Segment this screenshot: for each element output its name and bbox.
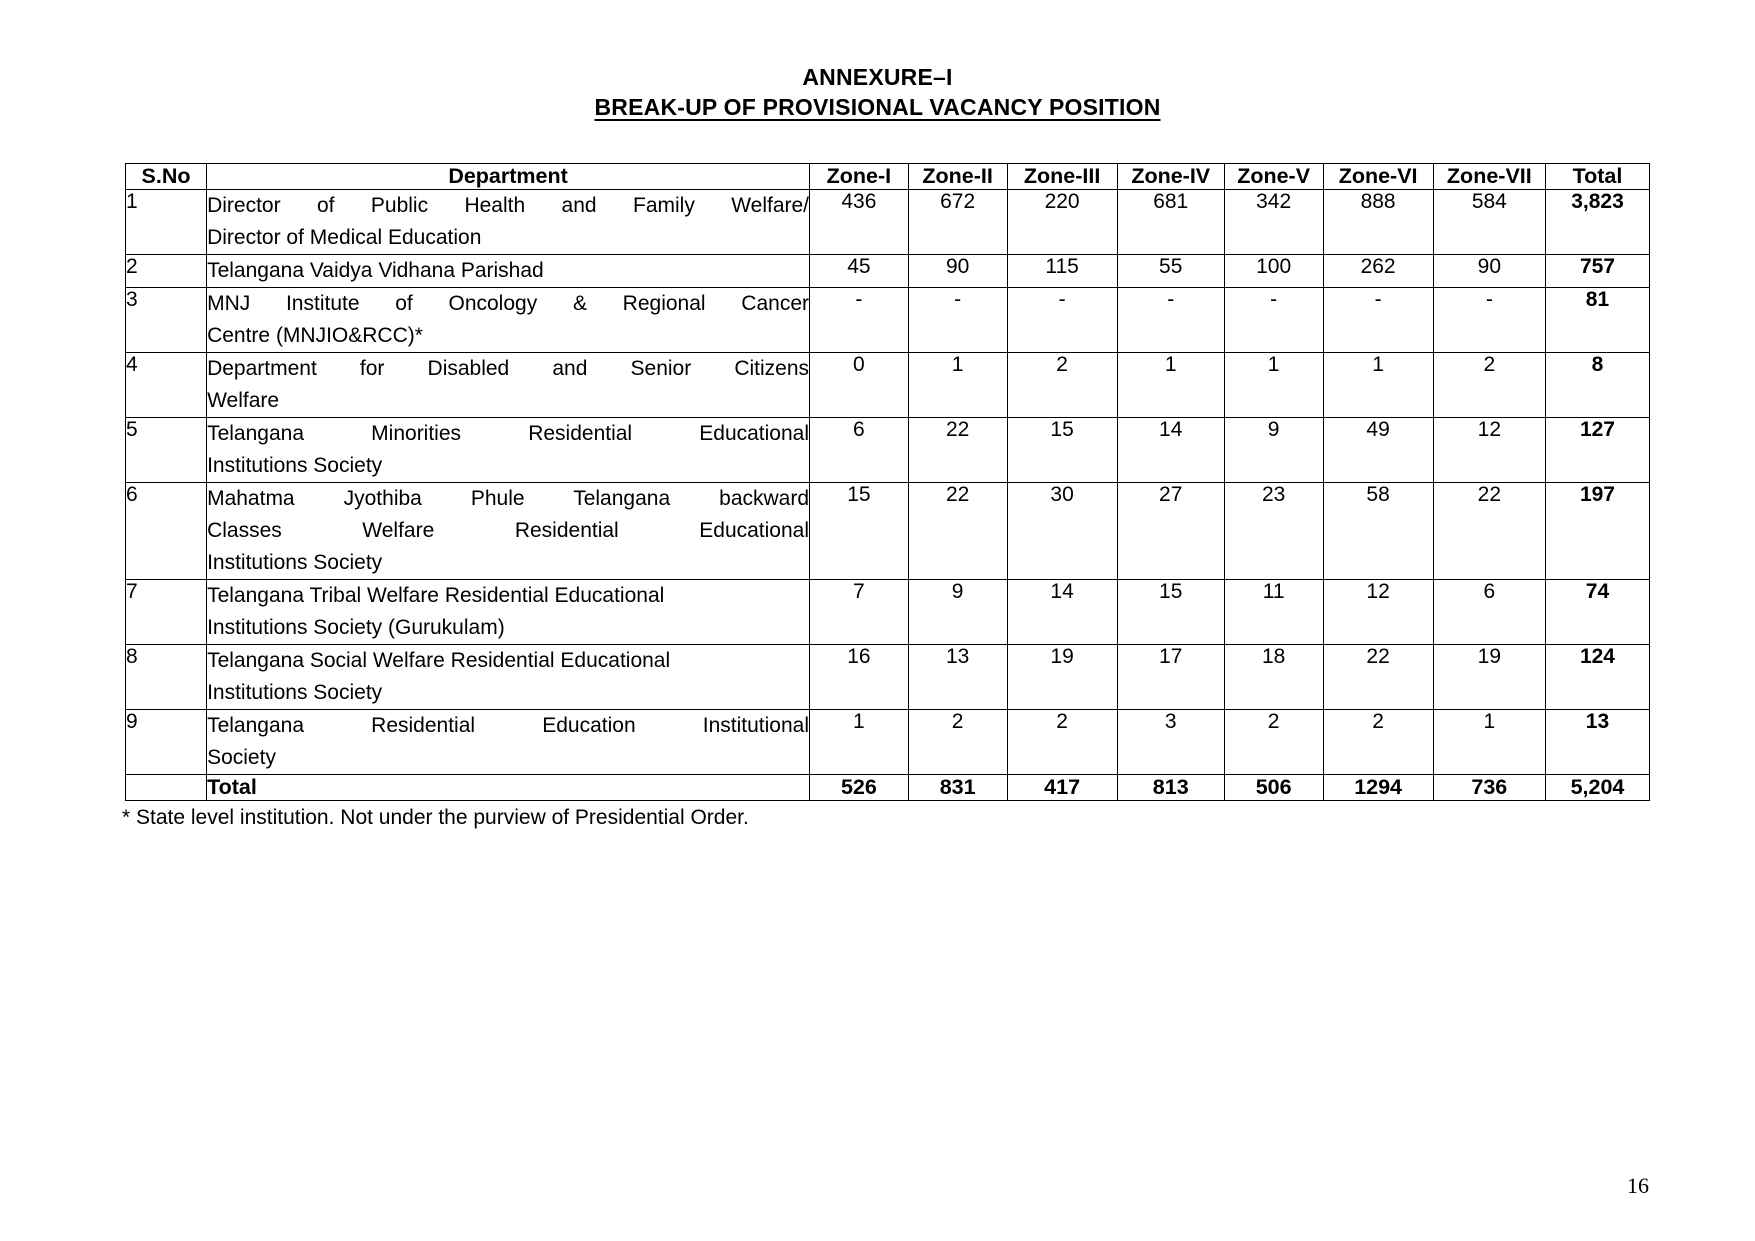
- page-number: 16: [1627, 1173, 1649, 1198]
- column-header-zone-4: Zone-IV: [1117, 164, 1224, 190]
- row-zone-7: 19: [1433, 645, 1545, 710]
- row-sno: 7: [126, 580, 207, 645]
- department-line: Telangana Social Welfare Residential Educational: [207, 649, 671, 672]
- department-line: MNJ Institute of Oncology & Regional Cancer: [207, 292, 810, 315]
- department-line: Director of Public Health and Family Welfare/: [207, 194, 810, 217]
- row-zone-7: 90: [1433, 255, 1545, 288]
- row-zone-3: 15: [1007, 418, 1117, 483]
- department-line: Telangana Tribal Welfare Residential Educational: [207, 584, 665, 607]
- column-header-sno: S.No: [126, 164, 207, 190]
- row-zone-7: 584: [1433, 190, 1545, 255]
- row-sno: 2: [126, 255, 207, 288]
- row-zone-5: 342: [1224, 190, 1323, 255]
- row-zone-3: 2: [1007, 710, 1117, 775]
- row-total: 197: [1545, 483, 1649, 580]
- row-department: [207, 255, 810, 288]
- row-zone-5: 18: [1224, 645, 1323, 710]
- row-zone-1: 436: [810, 190, 909, 255]
- row-zone-2: 22: [908, 483, 1007, 580]
- department-line: Institutions Society: [207, 681, 383, 704]
- row-department: [207, 710, 810, 775]
- row-zone-3: 220: [1007, 190, 1117, 255]
- table-row: [126, 255, 1650, 288]
- row-zone-3: -: [1007, 288, 1117, 353]
- row-sno: 6: [126, 483, 207, 580]
- row-zone-1: 16: [810, 645, 909, 710]
- row-zone-5: 23: [1224, 483, 1323, 580]
- row-zone-5: 9: [1224, 418, 1323, 483]
- row-zone-5: 2: [1224, 710, 1323, 775]
- column-header-zone-6: Zone-VI: [1323, 164, 1433, 190]
- row-zone-2: 9: [908, 580, 1007, 645]
- row-zone-3: 115: [1007, 255, 1117, 288]
- row-sno: 8: [126, 645, 207, 710]
- row-total: 127: [1545, 418, 1649, 483]
- row-zone-6: 12: [1323, 580, 1433, 645]
- total-grand: 5,204: [1545, 775, 1649, 801]
- column-header-department: Department: [207, 164, 810, 190]
- row-total: 124: [1545, 645, 1649, 710]
- table-row: [126, 288, 1650, 353]
- row-zone-6: 2: [1323, 710, 1433, 775]
- department-line: Telangana Residential Education Institutional: [207, 714, 810, 737]
- column-header-zone-3: Zone-III: [1007, 164, 1117, 190]
- table-row: [126, 580, 1650, 645]
- footnote: * State level institution. Not under the purview of Presidential Order.: [122, 806, 749, 829]
- column-header-total: Total: [1545, 164, 1649, 190]
- table-row: [126, 353, 1650, 418]
- row-zone-6: 22: [1323, 645, 1433, 710]
- row-zone-7: 12: [1433, 418, 1545, 483]
- total-row-label: Total: [207, 775, 810, 801]
- row-zone-5: 100: [1224, 255, 1323, 288]
- row-zone-7: 6: [1433, 580, 1545, 645]
- column-header-zone-7: Zone-VII: [1433, 164, 1545, 190]
- row-department: [207, 353, 810, 418]
- column-header-zone-5: Zone-V: [1224, 164, 1323, 190]
- department-line: Telangana Vaidya Vidhana Parishad: [207, 259, 544, 282]
- table-row: [126, 483, 1650, 580]
- row-zone-1: 1: [810, 710, 909, 775]
- row-zone-3: 14: [1007, 580, 1117, 645]
- table-header-row: [126, 164, 1650, 190]
- total-zone-4: 813: [1117, 775, 1224, 801]
- vacancy-table: [125, 163, 1650, 801]
- row-zone-4: 14: [1117, 418, 1224, 483]
- department-line: Director of Medical Education: [207, 226, 482, 249]
- row-total: 3,823: [1545, 190, 1649, 255]
- department-line: Institutions Society: [207, 551, 383, 574]
- row-zone-4: 15: [1117, 580, 1224, 645]
- document-title-block: [0, 62, 1755, 122]
- row-sno: 5: [126, 418, 207, 483]
- column-header-zone-1: Zone-I: [810, 164, 909, 190]
- row-zone-2: 672: [908, 190, 1007, 255]
- table-row: [126, 190, 1650, 255]
- row-department: [207, 645, 810, 710]
- row-zone-4: 27: [1117, 483, 1224, 580]
- row-zone-2: 90: [908, 255, 1007, 288]
- row-zone-1: 15: [810, 483, 909, 580]
- row-zone-6: 1: [1323, 353, 1433, 418]
- row-zone-6: 49: [1323, 418, 1433, 483]
- total-zone-2: 831: [908, 775, 1007, 801]
- row-zone-3: 30: [1007, 483, 1117, 580]
- row-zone-2: 2: [908, 710, 1007, 775]
- table-row: [126, 645, 1650, 710]
- row-sno: 9: [126, 710, 207, 775]
- annexure-label: ANNEXURE–I: [802, 64, 953, 90]
- row-total: 13: [1545, 710, 1649, 775]
- row-department: [207, 288, 810, 353]
- row-zone-2: 1: [908, 353, 1007, 418]
- column-header-zone-2: Zone-II: [908, 164, 1007, 190]
- row-zone-7: 1: [1433, 710, 1545, 775]
- vacancy-table-wrapper: [125, 163, 1650, 801]
- row-zone-6: 58: [1323, 483, 1433, 580]
- department-line: Department for Disabled and Senior Citizens: [207, 357, 810, 380]
- row-zone-4: 681: [1117, 190, 1224, 255]
- total-zone-3: 417: [1007, 775, 1117, 801]
- row-zone-4: 55: [1117, 255, 1224, 288]
- row-sno: 3: [126, 288, 207, 353]
- department-line: Classes Welfare Residential Educational: [207, 519, 810, 542]
- row-zone-2: 13: [908, 645, 1007, 710]
- row-total: 8: [1545, 353, 1649, 418]
- row-zone-7: 2: [1433, 353, 1545, 418]
- row-zone-3: 19: [1007, 645, 1117, 710]
- row-zone-2: 22: [908, 418, 1007, 483]
- total-zone-1: 526: [810, 775, 909, 801]
- row-zone-2: -: [908, 288, 1007, 353]
- department-line: Welfare: [207, 389, 280, 412]
- row-zone-7: -: [1433, 288, 1545, 353]
- department-line: Mahatma Jyothiba Phule Telangana backward: [207, 487, 810, 510]
- row-department: [207, 483, 810, 580]
- row-total: 74: [1545, 580, 1649, 645]
- row-zone-6: -: [1323, 288, 1433, 353]
- table-row: [126, 418, 1650, 483]
- row-zone-1: 6: [810, 418, 909, 483]
- total-row-sno: [126, 775, 207, 801]
- row-zone-1: 0: [810, 353, 909, 418]
- row-total: 757: [1545, 255, 1649, 288]
- department-line: Institutions Society: [207, 454, 383, 477]
- row-zone-4: 17: [1117, 645, 1224, 710]
- department-line: Centre (MNJIO&RCC)*: [207, 324, 423, 347]
- row-zone-3: 2: [1007, 353, 1117, 418]
- row-department: [207, 418, 810, 483]
- table-total-row: [126, 775, 1650, 801]
- row-zone-7: 22: [1433, 483, 1545, 580]
- row-zone-4: 1: [1117, 353, 1224, 418]
- row-department: [207, 190, 810, 255]
- row-zone-1: 45: [810, 255, 909, 288]
- page-title: BREAK-UP OF PROVISIONAL VACANCY POSITION: [594, 94, 1161, 120]
- total-zone-5: 506: [1224, 775, 1323, 801]
- row-zone-6: 262: [1323, 255, 1433, 288]
- row-zone-4: 3: [1117, 710, 1224, 775]
- total-zone-7: 736: [1433, 775, 1545, 801]
- row-zone-1: 7: [810, 580, 909, 645]
- department-line: Society: [207, 746, 276, 769]
- row-zone-5: -: [1224, 288, 1323, 353]
- row-zone-6: 888: [1323, 190, 1433, 255]
- total-zone-6: 1294: [1323, 775, 1433, 801]
- table-row: [126, 710, 1650, 775]
- department-line: Institutions Society (Gurukulam): [207, 616, 505, 639]
- row-zone-5: 1: [1224, 353, 1323, 418]
- row-zone-4: -: [1117, 288, 1224, 353]
- row-zone-5: 11: [1224, 580, 1323, 645]
- row-department: [207, 580, 810, 645]
- department-line: Telangana Minorities Residential Educational: [207, 422, 810, 445]
- row-total: 81: [1545, 288, 1649, 353]
- row-sno: 1: [126, 190, 207, 255]
- row-sno: 4: [126, 353, 207, 418]
- row-zone-1: -: [810, 288, 909, 353]
